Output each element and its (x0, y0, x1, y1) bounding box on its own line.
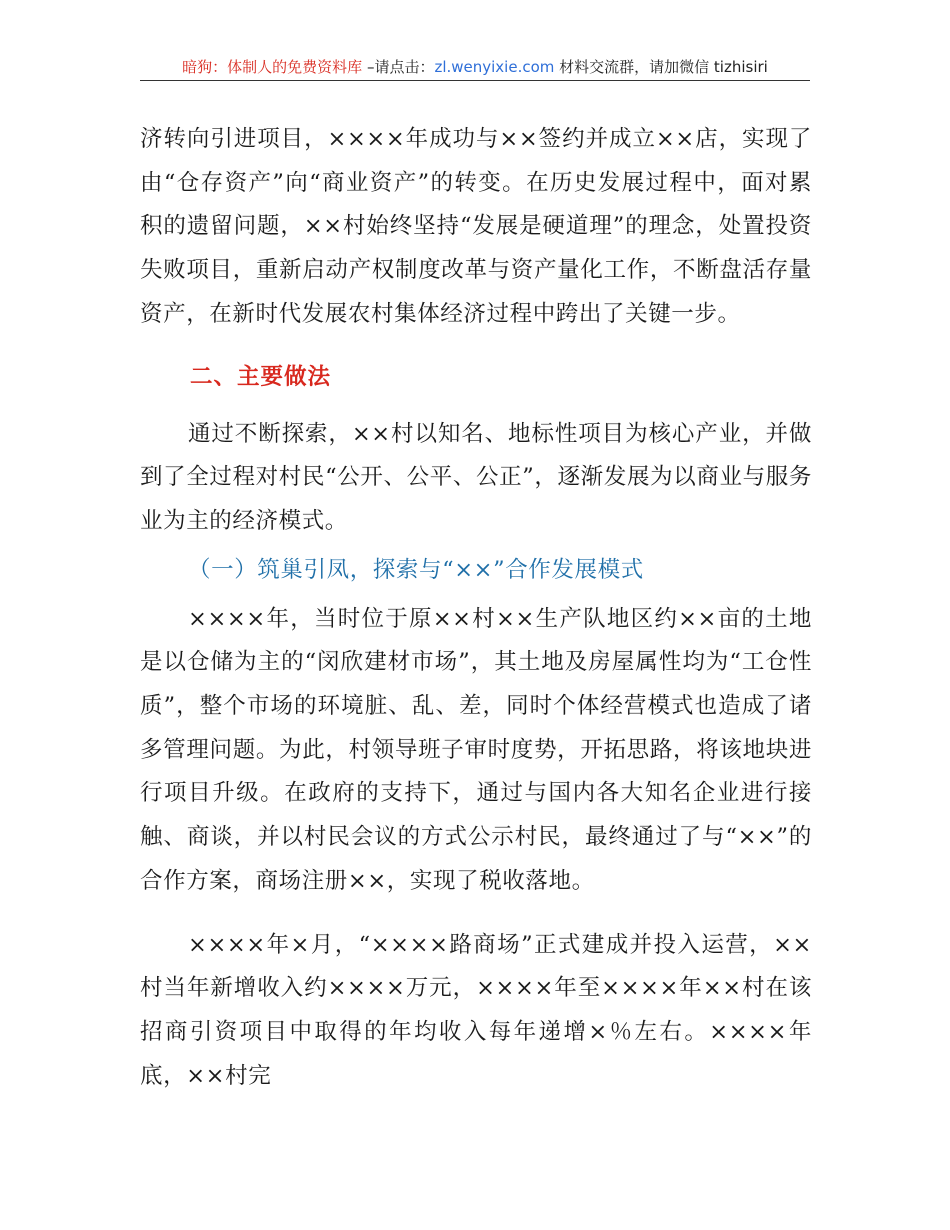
paragraph-gap (140, 904, 812, 924)
paragraph-1: 济转向引进项目，××××年成功与××签约并成立××店，实现了由“仓存资产”向“商业资产”的转变。在历史发展过程中，面对累积的遗留问题，××村始终坚持“发展是硬道理”的理念，处置投资失败项目，重新启动产权制度改革与资产量化工作，不断盘活存量资产，在新时代发展农村集体经济过程中跨出了关键一步。 (140, 126, 812, 327)
header-site-name: 暗狗：体制人的免费资料库 (182, 58, 363, 76)
section-heading: 二、主要做法 (190, 363, 332, 390)
document-body (140, 118, 812, 1098)
subsection-heading: （一）筑巢引凤，探索与“××”合作发展模式 (188, 556, 644, 583)
paragraph-2: 通过不断探索，××村以知名、地标性项目为核心产业，并做到了全过程对村民“公开、公平、公正”，逐渐发展为以商业与服务业为主的经济模式。 (140, 420, 812, 534)
header-click-prompt: –请点击： (362, 58, 435, 76)
paragraph-3: ××××年，当时位于原××村××生产队地区约××亩的土地是以仓储为主的“闵欣建材市场”，其土地及房屋属性均为“工仓性质”，整个市场的环境脏、乱、差，同时个体经营模式也造成了诸多管理问题。为此，村领导班子审时度势，开拓思路，将该地块进行项目升级。在政府的支持下，通过与国内各大知名企业进行接触、商谈，并以村民会议的方式公示村民，最终通过了与“××”的合作方案，商场注册××，实现了税收落地。 (140, 605, 812, 894)
header-wechat-note: 材料交流群，请加微信 tizhisiri (554, 58, 768, 76)
header-link[interactable]: zl.wenyixie.com (434, 58, 555, 76)
page-header (140, 56, 810, 81)
paragraph-4: ××××年×月，“××××路商场”正式建成并投入运营，××村当年新增收入约××××万元，××××年至××××年××村在该招商引资项目中取得的年均收入每年递增×％左右。××××年底，××村完 (140, 931, 812, 1089)
